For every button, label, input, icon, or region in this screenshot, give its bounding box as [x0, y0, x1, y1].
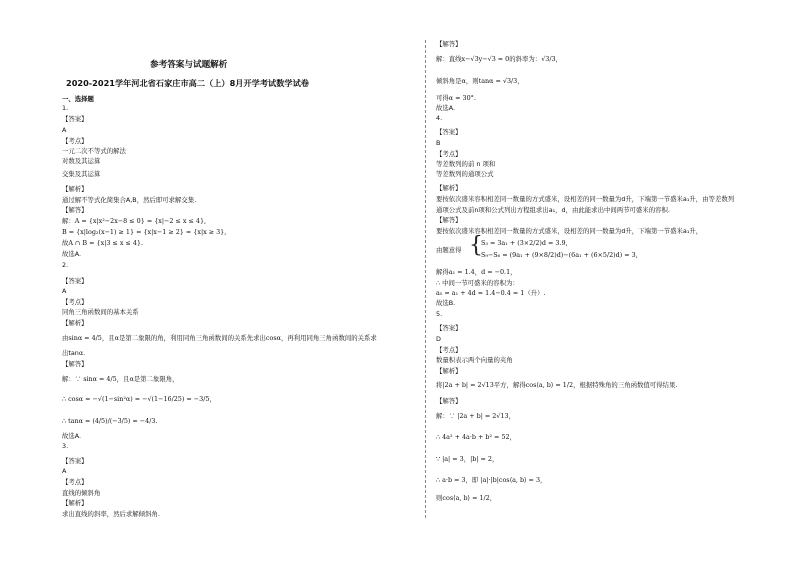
- answer-value: A: [62, 467, 67, 475]
- solution-step: 解：A = {x|x²−2x−8 ≤ 0} = {x|−2 ≤ x ≤ 4},: [62, 217, 207, 225]
- solution-step: 解：∵ |2a + b| = 2√13，: [436, 412, 515, 420]
- answer-label: 【答案】: [62, 115, 88, 123]
- solution-text: 由题意得: [436, 246, 462, 254]
- topic-text: 等差数列的通项公式: [436, 170, 494, 178]
- solution-step: ∵ |a| = 3，|b| = 2，: [436, 455, 499, 463]
- choice-text: 故选A.: [62, 250, 82, 258]
- topic-label: 【考点】: [62, 137, 88, 145]
- solution-step: 故A ∩ B = {x|3 ≤ x ≤ 4}.: [62, 239, 144, 247]
- topic-text: 等差数列的前 n 项和: [436, 160, 496, 168]
- answer-value: B: [436, 139, 441, 147]
- topic-text: 对数及其运算: [62, 157, 101, 165]
- analysis-text: 要按依次盛米容积相差同一数量的方式盛米，设相差的同一数量为d升，下端第一节盛米a₁升，由等差数列: [436, 195, 735, 203]
- topic-text: 交集及其运算: [62, 170, 101, 178]
- answer-value: A: [62, 287, 67, 295]
- answer-value: D: [436, 335, 441, 343]
- solution-label: 【解答】: [436, 397, 462, 405]
- question-number: 1.: [62, 104, 69, 112]
- solution-step: ∴ tanα = (4/5)/(−3/5) = −4/3.: [62, 417, 158, 425]
- answer-label: 【答案】: [62, 457, 88, 465]
- analysis-label: 【解析】: [436, 184, 462, 192]
- solution-text: 要按依次盛米容积相差同一数量的方式盛米，设相差的同一数量为d升，下端第一节盛米a₁升，: [436, 227, 703, 235]
- analysis-label: 【解析】: [62, 499, 88, 507]
- analysis-text: 求出直线的斜率，然后求解倾斜角.: [62, 510, 160, 518]
- solution-step: 则cos⟨a, b⟩ = 1/2，: [436, 494, 497, 502]
- answer-value: A: [62, 126, 67, 134]
- question-number: 2.: [62, 261, 69, 269]
- solution-step: 解：∵ sinα = 4/5，且α是第二象限角，: [62, 375, 179, 383]
- exam-title: 2020-2021学年河北省石家庄市高二（上）8月开学考试数学试卷: [66, 78, 309, 88]
- solution-step: ∴ cosα = −√(1−sin²α) = −√(1−16/25) = −3/5，: [62, 395, 216, 403]
- analysis-text: 通项公式及前n项和公式列出方程组求出a₁，d，由此能求出中间两节可盛米的容积.: [436, 206, 670, 214]
- analysis-label: 【解析】: [62, 185, 88, 193]
- question-number: 4.: [436, 114, 443, 122]
- topic-label: 【考点】: [436, 346, 462, 354]
- analysis-label: 【解析】: [62, 319, 88, 327]
- solution-step: a₅ = a₁ + 4d = 1.4−0.4 = 1（升）.: [436, 289, 546, 297]
- answer-label: 【答案】: [436, 324, 462, 332]
- solution-step: ∴ a·b = 3，即 |a|·|b|cos⟨a, b⟩ = 3，: [436, 476, 547, 484]
- solution-step: ∴ 4a² + 4a·b + b² = 52，: [436, 433, 516, 441]
- solution-step: 可得α = 30°.: [436, 94, 476, 102]
- solution-label: 【解答】: [436, 216, 462, 224]
- topic-text: 一元二次不等式的解法: [62, 147, 126, 155]
- topic-text: 直线的倾斜角: [62, 489, 101, 497]
- section-heading: 一、选择题: [62, 95, 94, 103]
- solution-label: 【解答】: [62, 360, 88, 368]
- equation-line: S₉−S₆ = (9a₁ + (9×8/2)d)−(6a₁ + (6×5/2)d) = 3,: [481, 251, 638, 259]
- analysis-label: 【解析】: [436, 367, 462, 375]
- question-number: 3.: [62, 442, 69, 450]
- question-number: 5.: [436, 310, 443, 318]
- analysis-text: 出tanα.: [62, 349, 86, 357]
- solution-step: 倾斜角是α，则tanα = √3/3，: [436, 77, 524, 85]
- topic-text: 数量积表示两个向量的夹角: [436, 356, 513, 364]
- equation-line: S₃ = 3a₁ + (3×2/2)d = 3.9,: [481, 239, 568, 247]
- solution-step: B = {x|log₂(x−1) ≥ 1} = {x|x−1 ≥ 2} = {x|x ≥ 3},: [62, 228, 227, 236]
- analysis-text: 由sinα = 4/5，且α是第二象限的角，利用同角三角函数间的关系先求出cosα，再利用同角三角函数间的关系求: [62, 334, 377, 342]
- solution-step: 解得a₁ = 1.4，d = −0.1，: [436, 268, 517, 276]
- topic-label: 【考点】: [62, 298, 88, 306]
- analysis-text: 通过解不等式化简集合A,B，然后即可求解交集.: [62, 196, 197, 204]
- solution-step: 解：直线x−√3y−√3 = 0的斜率为：√3/3，: [436, 55, 562, 63]
- equation-system-brace: {: [469, 233, 483, 258]
- topic-text: 同角三角函数间的基本关系: [62, 308, 139, 316]
- solution-label: 【解答】: [436, 40, 462, 48]
- choice-text: 故选B.: [436, 299, 456, 307]
- topic-label: 【考点】: [436, 150, 462, 158]
- solution-label: 【解答】: [62, 206, 88, 214]
- answer-label: 【答案】: [62, 277, 88, 285]
- column-divider: [425, 40, 426, 518]
- topic-label: 【考点】: [62, 478, 88, 486]
- page-title: 参考答案与试题解析: [150, 60, 228, 70]
- solution-text: ∴ 中间一节可盛米的容积为：: [436, 279, 519, 287]
- choice-text: 故选A.: [436, 104, 456, 112]
- analysis-text: 将|2a + b| = 2√13平方，解得cos⟨a, b⟩ = 1/2，根据特殊角的三角函数值可得结果.: [436, 381, 678, 389]
- choice-text: 故选A.: [62, 432, 82, 440]
- answer-label: 【答案】: [436, 128, 462, 136]
